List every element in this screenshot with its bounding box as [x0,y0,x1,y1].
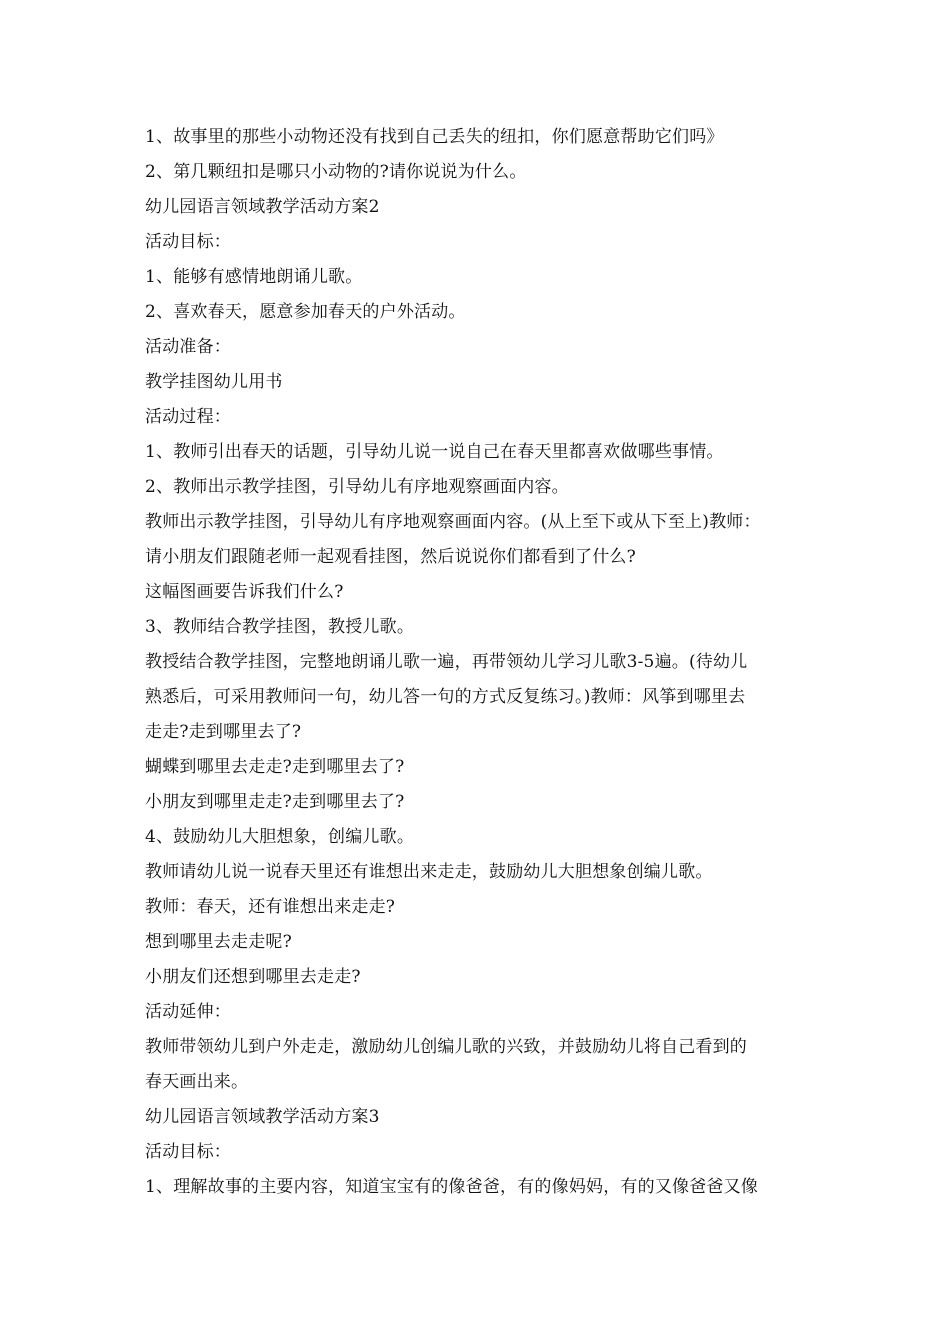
text-line: 蝴蝶到哪里去走走?走到哪里去了? [145,757,405,777]
text-line: 小朋友们还想到哪里去走走? [145,967,361,987]
text-line: 2、教师出示教学挂图，引导幼儿有序地观察画面内容。 [145,477,569,497]
subheading: 活动过程： [145,407,231,427]
text-line: 1、理解故事的主要内容，知道宝宝有的像爸爸，有的像妈妈，有的又像爸爸又像 [145,1177,759,1197]
text-line: 请小朋友们跟随老师一起观看挂图，然后说说你们都看到了什么? [145,547,636,567]
subheading: 活动目标： [145,1142,231,1162]
text-line: 教师：春天，还有谁想出来走走? [145,897,396,917]
text-line: 教师出示教学挂图，引导幼儿有序地观察画面内容。(从上至下或从下至上)教师： [145,512,761,532]
document-body [145,120,810,1205]
text-line: 1、故事里的那些小动物还没有找到自己丢失的纽扣，你们愿意帮助它们吗》 [145,127,724,147]
text-line: 教授结合教学挂图，完整地朗诵儿歌一遍，再带领幼儿学习儿歌3-5遍。(待幼儿 [145,652,748,672]
text-line: 熟悉后，可采用教师问一句，幼儿答一句的方式反复练习。)教师：风筝到哪里去 [145,687,746,707]
text-line: 教师请幼儿说一说春天里还有谁想出来走走，鼓励幼儿大胆想象创编儿歌。 [145,862,713,882]
text-line: 春天画出来。 [145,1072,249,1092]
subheading: 活动准备： [145,337,231,357]
text-line: 3、教师结合教学挂图，教授儿歌。 [145,617,415,637]
text-line: 1、能够有感情地朗诵儿歌。 [145,267,363,287]
section-heading: 幼儿园语言领域教学活动方案3 [145,1107,380,1127]
text-line: 教学挂图幼儿用书 [145,372,283,392]
text-line: 4、鼓励幼儿大胆想象，创编儿歌。 [145,827,415,847]
text-line: 走走?走到哪里去了? [145,722,302,742]
text-line: 1、教师引出春天的话题，引导幼儿说一说自己在春天里都喜欢做哪些事情。 [145,442,724,462]
section-heading: 幼儿园语言领域教学活动方案2 [145,197,380,217]
text-line: 教师带领幼儿到户外走走，激励幼儿创编儿歌的兴致，并鼓励幼儿将自己看到的 [145,1037,747,1057]
text-line: 小朋友到哪里走走?走到哪里去了? [145,792,405,812]
text-line: 2、喜欢春天，愿意参加春天的户外活动。 [145,302,466,322]
text-line: 这幅图画要告诉我们什么? [145,582,344,602]
text-line: 想到哪里去走走呢? [145,932,292,952]
subheading: 活动目标： [145,232,231,252]
text-line: 2、第几颗纽扣是哪只小动物的?请你说说为什么。 [145,162,527,182]
subheading: 活动延伸： [145,1002,231,1022]
